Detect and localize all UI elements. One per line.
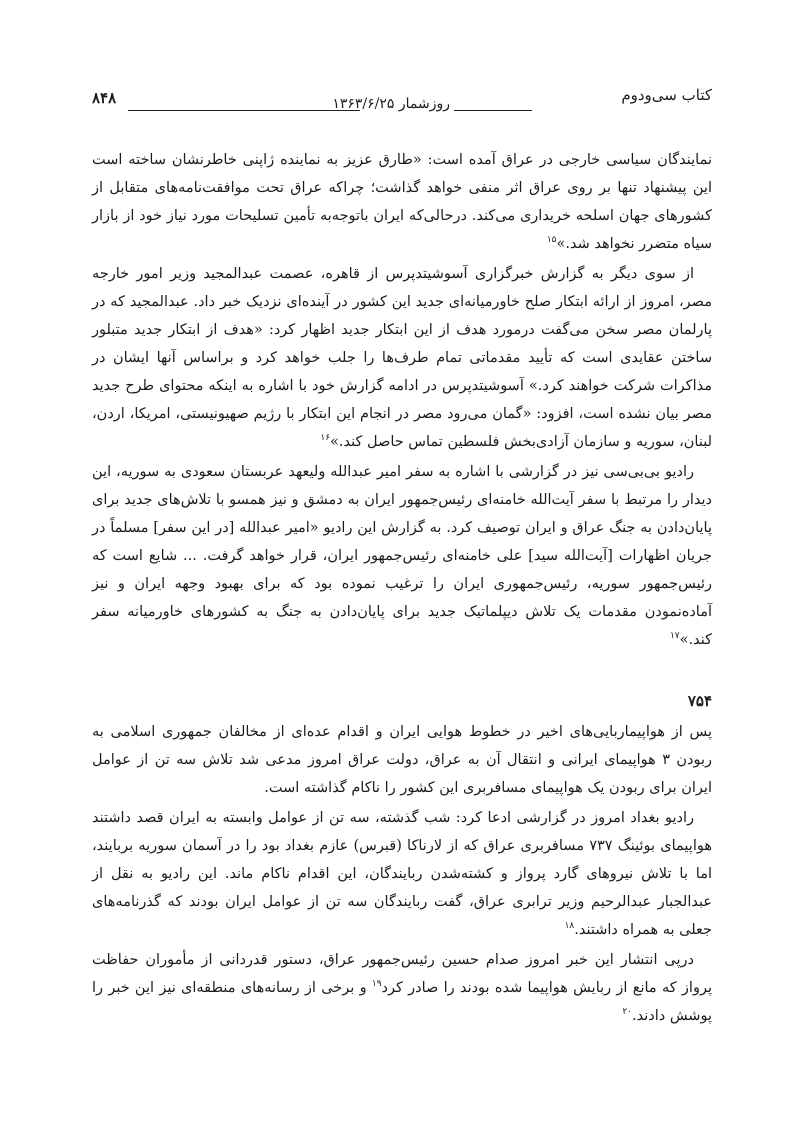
header-rule-right (454, 110, 532, 111)
paragraph: رادیو بی‌بی‌سی نیز در گزارشی با اشاره به سفر امیر عبدالله ولیعهد عربستان سعودی به سوریه، این دیدار را مرتبط با سفر آیت‌الله خامنه‌ای رئیس‌جمهور ایران به دمشق و نیز همسو با تلاش‌های جدید برای پایان‌دادن به جنگ عراق و ایران توصیف کرد. به گزارش این رادیو «امیر عبدالله [در این سفر] مسلماً در جریان اظهارات [آیت‌الله سید] علی خامنه‌ای رئیس‌جمهور ایران، قرار خواهد گرفت. ... شایع است که رئیس‌جمهور سوریه، رئیس‌جمهوری ایران را ترغیب نموده بود که برای بهبود وجهه ایران و نیز آماده‌نمودن مقدمات یک تلاش دیپلماتیک جدید برای پایان‌دادن به جنگ به کشورهای خاورمیانه سفر کند.»$^{۱۷}$ (92, 464, 712, 648)
page-number: ۸۴۸ (92, 89, 117, 107)
paragraph: پس از هواپیماربایی‌های اخیر در خطوط هوایی ایران و اقدام عده‌ای از مخالفان جمهوری اسلامی به ربودن ۳ هواپیمای ایرانی و انتقال آن به عراق، دولت عراق امروز مدعی شد تلاش سه تن از عوامل ایران برای ربودن یک هواپیمای مسافربری این کشور را ناکام گذاشته است. (92, 724, 712, 796)
footnote-ref[interactable]: ۱۸ (564, 921, 575, 932)
footnote-ref[interactable]: ۱۷ (669, 631, 680, 642)
paragraph: نمایندگان سیاسی خارجی در عراق آمده است: «طارق عزیز به نماینده ژاپنی خاطرنشان ساخته است این پیشنهاد تنها بر روی عراق اثر منفی خواهد گذاشت؛ چراکه عراق تحت موافقت‌نامه‌های متقابل از کشورهای جهان اسلحه خریداری می‌کند. درحالی‌که ایران باتوجه‌به تأمین تسلیحات مورد نیاز خود از بازار سیاه متضرر نخواهد شد.»$^{۱۵}$ (92, 152, 712, 252)
footnote-ref[interactable]: ۱۵ (546, 235, 557, 246)
footnote-ref[interactable]: ۲۰ (622, 1007, 633, 1018)
header-rule-left (128, 110, 360, 111)
paragraph: از سوی دیگر به گزارش خبرگزاری آسوشیتدپرس از قاهره، عصمت عبدالمجید وزیر امور خارجه مصر، امروز از ارائه ابتکار صلح خاورمیانه‌ای جدید این کشور در آینده‌ای نزدیک خبر داد. عبدالمجید که در پارلمان مصر سخن می‌گفت درمورد هدف از این ابتکار جدید اظهار کرد: «هدف از ابتکار جدید متبلور ساختن عقایدی است که تأیید مقدماتی تمام طرف‌ها را جلب خواهد کرد و براساس آنها ایشان در مذاکرات شرکت خواهند کرد.» آسوشیتدپرس در ادامه گزارش خود با اشاره به اینکه محتوای طرح جدید مصر بیان نشده است، افزود: «گمان می‌رود مصر در انجام این ابتکار با رژیم صهیونیستی، امریکا، اردن، لبنان، سوریه و سازمان آزادی‌بخش فلسطین تماس حاصل کند.»$^{۱۶}$ (92, 266, 712, 450)
footnote-ref[interactable]: ۱۹ (371, 979, 382, 990)
section-number: ۷۵۴ (687, 692, 712, 710)
page-header (92, 86, 712, 114)
paragraph: رادیو بغداد امروز در گزارشی ادعا کرد: شب گذشته، سه تن از عوامل وابسته به ایران قصد داشتند هواپیمای بوئینگ ۷۳۷ مسافربری عراق که از لارناکا (قبرس) عازم بغداد بود را در آسمان سوریه بربایند، اما با تلاش نیروهای گارد پرواز و کشته‌شدن ربایندگان، این اقدام ناکام ماند. این رادیو به نقل از عبدالجبار عبدالرحیم وزیر ترابری عراق، گفت ربایندگان سه تن از عوامل ایران بودند که گذرنامه‌های جعلی به همراه داشتند.$^{۱۸}$ (92, 810, 712, 938)
paragraph: درپی انتشار این خبر امروز صدام حسین رئیس‌جمهور عراق، دستور قدردانی از مأموران حفاظت پرواز که مانع از ربایش هواپیما شده بودند را صادر کرد$^{۱۹}$ و برخی از رسانه‌های منطقه‌ای نیز این خبر را پوشش دادند.$^{۲۰}$ (92, 952, 712, 1024)
date-line: روزشمار ۱۳۶۳/۶/۲۵ (332, 96, 450, 112)
book-title: کتاب سی‌ودوم (621, 86, 712, 104)
page-body (92, 146, 712, 1032)
footnote-ref[interactable]: ۱۶ (320, 433, 331, 444)
